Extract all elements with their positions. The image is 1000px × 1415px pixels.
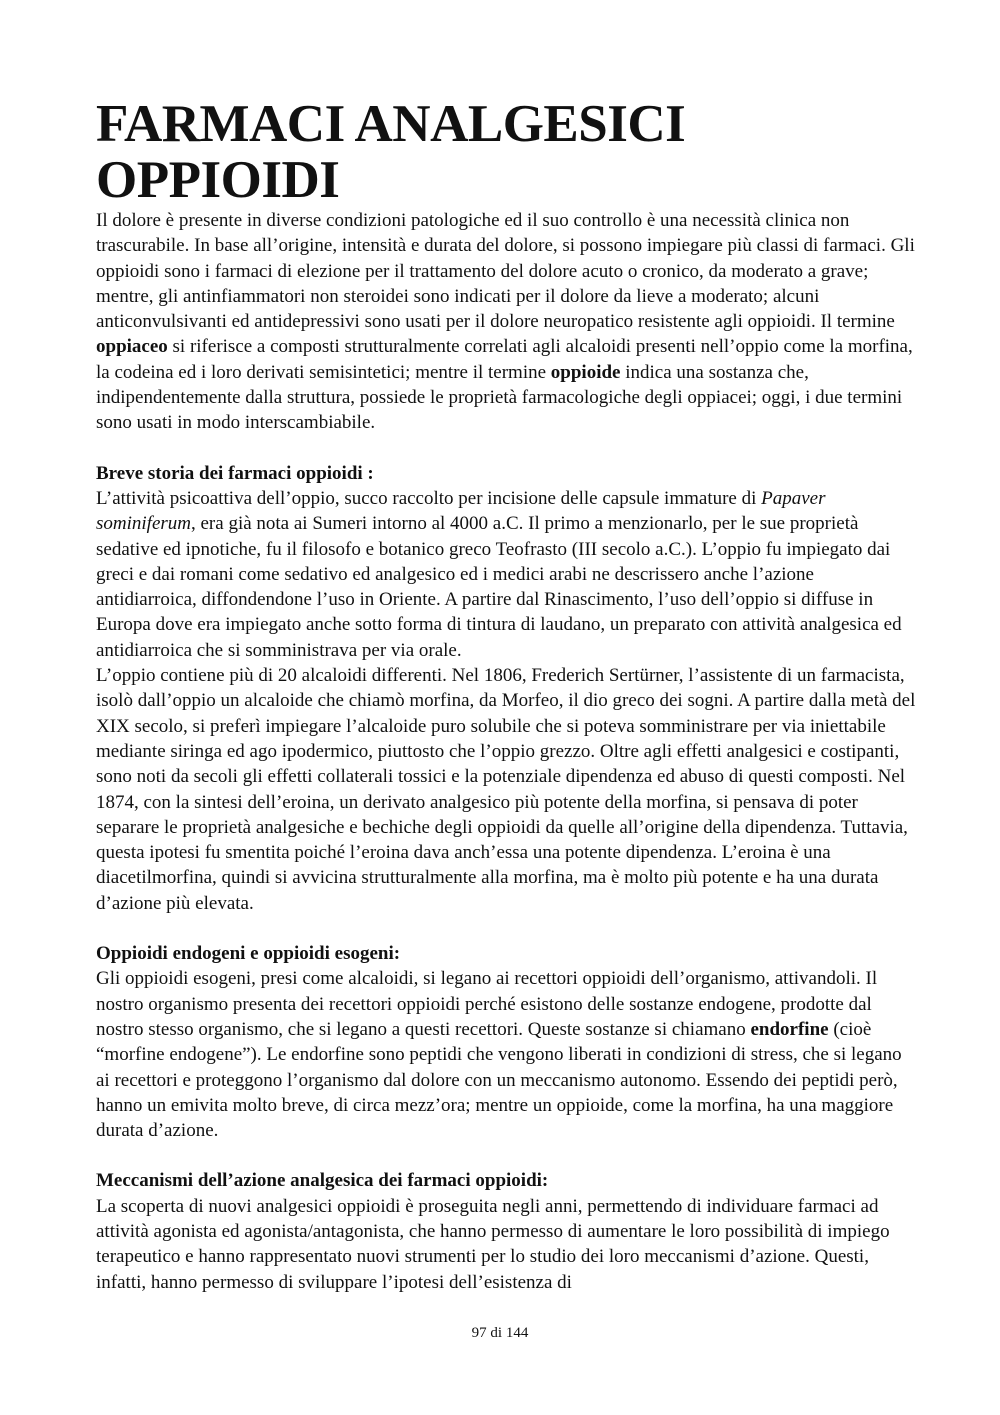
title-line-2: OPPIOIDI: [96, 151, 340, 209]
term-endorfine: endorfine: [750, 1018, 829, 1040]
page-content: [96, 96, 916, 1295]
page-title: [96, 96, 916, 208]
history-paragraph-1: [96, 486, 916, 663]
spacer: [96, 436, 916, 461]
section-heading-endogenous: Oppioidi endogeni e oppioidi esogeni:: [96, 943, 401, 965]
spacer: [96, 916, 916, 941]
intro-text-1: Il dolore è presente in diverse condizioni patologiche ed il suo controllo è una necessità clinica non trascurabile. In base all’origine, intensità e durata del dolore, si possono impiegare più classi di farmaci. Gli oppioidi sono i farmaci di elezione per il trattamento del dolore acuto o cronico, da moderato a grave; mentre, gli antinfiammatori non steroidei sono indicati per il dolore da lieve a moderato; alcuni anticonvulsivanti ed antidepressivi sono usati per il dolore neuropatico resistente agli oppioidi. Il termine: [96, 210, 915, 333]
endogenous-text-2: (cioè “morfine endogene”). Le endorfine sono peptidi che vengono liberati in condizioni di stress, che si legano ai recettori e proteggono l’organismo dal dolore con un meccanismo autonomo. Essendo dei peptidi però, hanno un emivita molto breve, di circa mezz’ora; mentre un oppioide, come la morfina, ha una maggiore durata d’azione.: [96, 1018, 902, 1142]
intro-paragraph: [96, 208, 916, 436]
section-heading-history: Breve storia dei farmaci oppioidi :: [96, 462, 374, 484]
endogenous-text-1: Gli oppioidi esogeni, presi come alcaloidi, si legano ai recettori oppioidi dell’organismo, attivandoli. Il nostro organismo presenta dei recettori oppioidi perché esistono delle sostanze endogene, prodotte dal nostro stesso organismo, che si legano a questi recettori. Queste sostanze si chiamano: [96, 968, 878, 1040]
history-text-2: , era già nota ai Sumeri intorno al 4000 a.C. Il primo a menzionarlo, per le sue proprietà sedative ed ipnotiche, fu il filosofo e botanico greco Teofrasto (III secolo a.C.). L’oppio fu impiegato dai greci e dai romani come sedativo ed analgesico ed i medici arabi ne descrissero anche l’azione antidiarroica, diffondendone l’uso in Oriente. A partire dal Rinascimento, l’uso dell’oppio si diffuse in Europa dove era impiegato anche sotto forma di tintura di laudano, un preparato con attività analgesica ed antidiarroica che si somministrava per via orale.: [96, 513, 902, 661]
mechanisms-paragraph: La scoperta di nuovi analgesici oppioidi è proseguita negli anni, permettendo di individuare farmaci ad attività agonista ed agonista/antagonista, che hanno permesso di aumentare le loro possibilità di impiego terapeutico e hanno rappresentato nuovi strumenti per lo studio dei loro meccanismi d’azione. Questi, infatti, hanno permesso di sviluppare l’ipotesi dell’esistenza di: [96, 1195, 890, 1293]
term-oppioide: oppioide: [550, 361, 621, 383]
history-paragraph-2: L’oppio contiene più di 20 alcaloidi differenti. Nel 1806, Frederich Sertürner, l’assistente di un farmacista, isolò dall’oppio un alcaloide che chiamò morfina, da Morfeo, il dio greco dei sogni. A partire dalla metà del XIX secolo, si preferì impiegare l’alcaloide puro solubile che si poteva somministrare per via iniettabile mediante siringa ed ago ipodermico, piuttosto che l’oppio grezzo. Oltre agli effetti analgesici e costipanti, sono noti da secoli gli effetti collaterali tossici e la potenziale dipendenza ed abuso di questi composti. Nel 1874, con la sintesi dell’eroina, un derivato analgesico più potente della morfina, si pensava di poter separare le proprietà analgesiche e bechiche degli oppioidi da quelle all’origine della dipendenza. Tuttavia, questa ipotesi fu smentita poiché l’eroina dava anch’essa una potente dipendenza. L’eroina è una diacetilmorfina, quindi si avvicina strutturalmente alla morfina, ma è molto più potente e ha una durata d’azione più elevata.: [96, 665, 916, 914]
history-text-1: L’attività psicoattiva dell’oppio, succo raccolto per incisione delle capsule immature di: [96, 487, 762, 509]
title-line-1: FARMACI ANALGESICI: [96, 95, 686, 153]
spacer: [96, 1143, 916, 1168]
intro-text-2: si riferisce a composti strutturalmente correlati agli alcaloidi presenti nell’oppio come la morfina, la codeina ed i loro derivati semisintetici; mentre il termine: [96, 336, 913, 383]
endogenous-paragraph: [96, 966, 916, 1143]
term-oppiaceo: oppiaceo: [96, 336, 168, 358]
section-heading-mechanisms: Meccanismi dell’azione analgesica dei farmaci oppioidi:: [96, 1170, 549, 1192]
species-name: Papaver sominiferum: [96, 487, 826, 535]
intro-text-3: indica una sostanza che, indipendentemente dalla struttura, possiede le proprietà farmacologiche degli oppiacei; oggi, i due termini sono usati in modo interscambiabile.: [96, 361, 903, 434]
page-number: 97 di 144: [471, 1325, 529, 1341]
